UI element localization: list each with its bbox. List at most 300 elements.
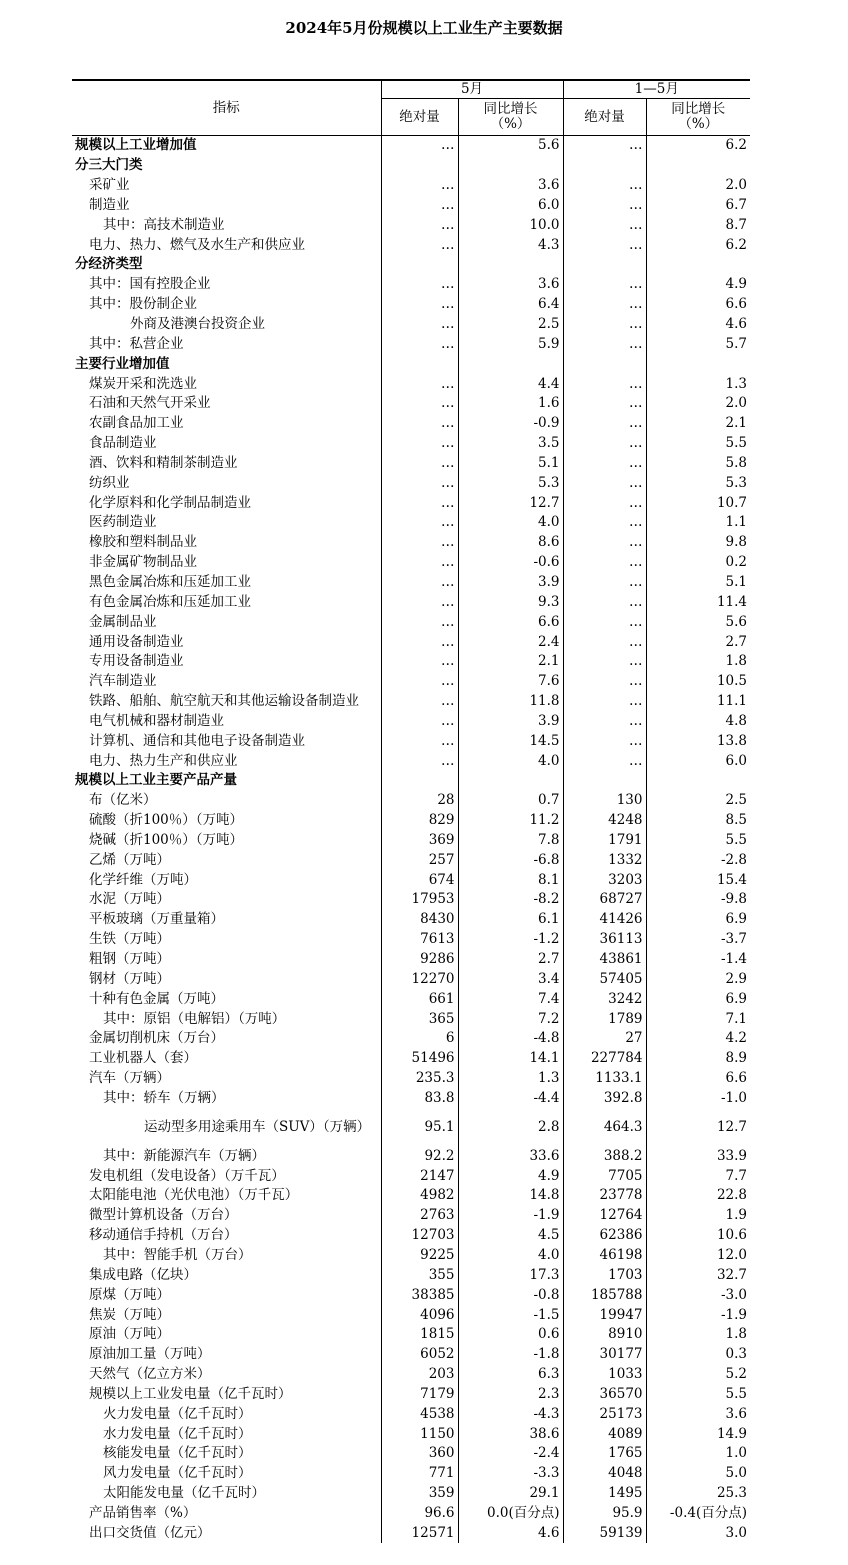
janmay-absolute: 36570 bbox=[563, 1384, 646, 1404]
may-yoy: 0.0(百分点) bbox=[458, 1504, 563, 1524]
may-absolute: … bbox=[381, 513, 458, 533]
may-yoy: 12.7 bbox=[458, 493, 563, 513]
may-yoy: -4.8 bbox=[458, 1029, 563, 1049]
may-yoy: 6.0 bbox=[458, 196, 563, 216]
janmay-yoy: 5.5 bbox=[646, 1384, 750, 1404]
table-row bbox=[72, 751, 750, 771]
may-yoy: 6.4 bbox=[458, 295, 563, 315]
indicator-label: 食品制造业 bbox=[89, 435, 157, 452]
janmay-yoy: 10.5 bbox=[646, 672, 750, 692]
may-yoy: 3.4 bbox=[458, 969, 563, 989]
table-row bbox=[72, 1504, 750, 1524]
may-yoy: 7.2 bbox=[458, 1009, 563, 1029]
may-yoy bbox=[458, 156, 563, 176]
indicator-label: 布（亿米） bbox=[89, 792, 157, 809]
table-row bbox=[72, 1365, 750, 1385]
janmay-yoy: 9.8 bbox=[646, 533, 750, 553]
janmay-absolute: 8910 bbox=[563, 1325, 646, 1345]
indicator-header: 指标 bbox=[72, 80, 381, 136]
may-yoy: 14.5 bbox=[458, 731, 563, 751]
indicator-label: 电力、热力生产和供应业 bbox=[89, 752, 238, 769]
may-absolute: 9225 bbox=[381, 1246, 458, 1266]
table-row bbox=[72, 513, 750, 533]
indicator-label: 天然气（亿立方米） bbox=[89, 1366, 211, 1383]
janmay-absolute: … bbox=[563, 612, 646, 632]
may-yoy: 4.3 bbox=[458, 235, 563, 255]
indicator-label: 其中：股份制企业 bbox=[89, 296, 197, 313]
table-row bbox=[72, 632, 750, 652]
indicator-label: 医药制造业 bbox=[89, 514, 157, 531]
may-absolute: 12703 bbox=[381, 1226, 458, 1246]
janmay-yoy bbox=[646, 354, 750, 374]
janmay-yoy: 6.2 bbox=[646, 136, 750, 156]
may-yoy: 6.6 bbox=[458, 612, 563, 632]
indicator-label: 铁路、船舶、航空航天和其他运输设备制造业 bbox=[89, 693, 359, 710]
table-row bbox=[72, 870, 750, 890]
may-absolute bbox=[381, 771, 458, 791]
janmay-yoy: 5.0 bbox=[646, 1464, 750, 1484]
janmay-absolute: … bbox=[563, 632, 646, 652]
may-yoy: 2.7 bbox=[458, 950, 563, 970]
may-absolute: … bbox=[381, 136, 458, 156]
may-yoy: 29.1 bbox=[458, 1484, 563, 1504]
janmay-absolute: … bbox=[563, 672, 646, 692]
indicator-label: 风力发电量（亿千瓦时） bbox=[103, 1465, 252, 1482]
may-absolute: … bbox=[381, 592, 458, 612]
janmay-yoy: 13.8 bbox=[646, 731, 750, 751]
janmay-yoy bbox=[646, 156, 750, 176]
may-yoy: 14.8 bbox=[458, 1186, 563, 1206]
table-row bbox=[72, 771, 750, 791]
janmay-absolute: … bbox=[563, 176, 646, 196]
janmay-absolute: 57405 bbox=[563, 969, 646, 989]
janmay-absolute: … bbox=[563, 434, 646, 454]
indicator-label: 分三大门类 bbox=[75, 157, 143, 174]
indicator-label: 乙烯（万吨） bbox=[89, 851, 170, 868]
janmay-yoy: 1.9 bbox=[646, 1206, 750, 1226]
may-absolute: … bbox=[381, 275, 458, 295]
may-absolute: 2763 bbox=[381, 1206, 458, 1226]
may-yoy: -8.2 bbox=[458, 890, 563, 910]
may-absolute: … bbox=[381, 751, 458, 771]
janmay-absolute: 59139 bbox=[563, 1523, 646, 1543]
janmay-yoy: 7.1 bbox=[646, 1009, 750, 1029]
may-yoy: 2.4 bbox=[458, 632, 563, 652]
may-yoy: 3.9 bbox=[458, 573, 563, 593]
table-row bbox=[72, 176, 750, 196]
table-row bbox=[72, 1523, 750, 1543]
may-yoy: 3.5 bbox=[458, 434, 563, 454]
janmay-yoy: 1.0 bbox=[646, 1444, 750, 1464]
janmay-yoy: -1.4 bbox=[646, 950, 750, 970]
indicator-label: 工业机器人（套） bbox=[89, 1050, 197, 1067]
indicator-label: 其中：原铝（电解铝）（万吨） bbox=[103, 1010, 286, 1027]
table-row bbox=[72, 811, 750, 831]
janmay-yoy: 32.7 bbox=[646, 1265, 750, 1285]
indicator-label: 钢材（万吨） bbox=[89, 970, 170, 987]
janmay-yoy: 5.5 bbox=[646, 434, 750, 454]
indicator-label: 产品销售率（%） bbox=[89, 1504, 197, 1521]
may-absolute: 17953 bbox=[381, 890, 458, 910]
may-absolute: … bbox=[381, 394, 458, 414]
indicator-label: 化学纤维（万吨） bbox=[89, 871, 197, 888]
may-absolute: 9286 bbox=[381, 950, 458, 970]
may-absolute: 355 bbox=[381, 1265, 458, 1285]
may-yoy: 5.1 bbox=[458, 454, 563, 474]
table-row bbox=[72, 235, 750, 255]
indicator-label: 主要行业增加值 bbox=[75, 355, 170, 372]
table-row bbox=[72, 394, 750, 414]
table-row bbox=[72, 950, 750, 970]
may-yoy: 17.3 bbox=[458, 1265, 563, 1285]
indicator-label: 规模以上工业发电量（亿千瓦时） bbox=[89, 1385, 292, 1402]
table-row bbox=[72, 989, 750, 1009]
table-row bbox=[72, 215, 750, 235]
janmay-yoy: -0.4(百分点) bbox=[646, 1504, 750, 1524]
table-row bbox=[72, 434, 750, 454]
janmay-absolute: … bbox=[563, 473, 646, 493]
table-row bbox=[72, 1345, 750, 1365]
may-yoy: 5.9 bbox=[458, 334, 563, 354]
table-row bbox=[72, 1186, 750, 1206]
indicator-label: 石油和天然气开采业 bbox=[89, 395, 211, 412]
may-absolute: … bbox=[381, 573, 458, 593]
may-absolute: 28 bbox=[381, 791, 458, 811]
janmay-yoy: 10.7 bbox=[646, 493, 750, 513]
janmay-yoy: 4.6 bbox=[646, 315, 750, 335]
may-absolute bbox=[381, 156, 458, 176]
janmay-absolute: … bbox=[563, 394, 646, 414]
may-absolute: 359 bbox=[381, 1484, 458, 1504]
indicator-label: 太阳能电池（光伏电池）（万千瓦） bbox=[89, 1187, 299, 1204]
may-absolute: … bbox=[381, 533, 458, 553]
may-yoy: 38.6 bbox=[458, 1424, 563, 1444]
janmay-yoy: 1.8 bbox=[646, 652, 750, 672]
may-absolute bbox=[381, 354, 458, 374]
janmay-absolute: 30177 bbox=[563, 1345, 646, 1365]
may-yoy: 4.5 bbox=[458, 1226, 563, 1246]
table-row bbox=[72, 156, 750, 176]
indicator-label: 其中：私营企业 bbox=[89, 335, 184, 352]
table-row bbox=[72, 354, 750, 374]
indicator-label: 硫酸（折100％）（万吨） bbox=[89, 812, 244, 829]
janmay-yoy: -2.8 bbox=[646, 850, 750, 870]
janmay-absolute: … bbox=[563, 334, 646, 354]
janmay-yoy: 2.5 bbox=[646, 791, 750, 811]
indicator-label: 原油（万吨） bbox=[89, 1326, 170, 1343]
table-row bbox=[72, 692, 750, 712]
janmay-absolute: 4048 bbox=[563, 1464, 646, 1484]
janmay-absolute: … bbox=[563, 196, 646, 216]
may-yoy: 7.6 bbox=[458, 672, 563, 692]
may-yoy: 6.1 bbox=[458, 910, 563, 930]
janmay-yoy bbox=[646, 255, 750, 275]
janmay-yoy: 15.4 bbox=[646, 870, 750, 890]
table-row bbox=[72, 672, 750, 692]
janmay-yoy: 10.6 bbox=[646, 1226, 750, 1246]
table-row bbox=[72, 1049, 750, 1069]
janmay-yoy: 4.8 bbox=[646, 711, 750, 731]
janmay-absolute: … bbox=[563, 592, 646, 612]
may-yoy: 11.8 bbox=[458, 692, 563, 712]
table-row bbox=[72, 275, 750, 295]
janmay-absolute: 4089 bbox=[563, 1424, 646, 1444]
may-absolute: 369 bbox=[381, 831, 458, 851]
indicator-label: 纺织业 bbox=[89, 474, 130, 491]
may-yoy: -2.4 bbox=[458, 1444, 563, 1464]
janmay-absolute: … bbox=[563, 711, 646, 731]
janmay-yoy: 12.7 bbox=[646, 1108, 750, 1146]
table-row bbox=[72, 1325, 750, 1345]
indicator-label: 烧碱（折100％）（万吨） bbox=[89, 831, 244, 848]
table-row bbox=[72, 711, 750, 731]
may-yoy: 4.9 bbox=[458, 1166, 563, 1186]
may-yoy: 3.6 bbox=[458, 275, 563, 295]
may-yoy: 10.0 bbox=[458, 215, 563, 235]
may-absolute: 203 bbox=[381, 1365, 458, 1385]
may-yoy: 0.7 bbox=[458, 791, 563, 811]
table-row bbox=[72, 612, 750, 632]
may-yoy: -0.6 bbox=[458, 553, 563, 573]
may-yoy: 33.6 bbox=[458, 1146, 563, 1166]
janmay-yoy: -9.8 bbox=[646, 890, 750, 910]
janmay-yoy: 14.9 bbox=[646, 1424, 750, 1444]
indicator-label: 煤炭开采和洗选业 bbox=[89, 375, 197, 392]
may-yoy: 0.6 bbox=[458, 1325, 563, 1345]
table-row bbox=[72, 1484, 750, 1504]
janmay-absolute: … bbox=[563, 533, 646, 553]
janmay-absolute: 12764 bbox=[563, 1206, 646, 1226]
may-absolute: 7179 bbox=[381, 1384, 458, 1404]
indicator-label: 制造业 bbox=[89, 196, 130, 213]
janmay-yoy: 2.7 bbox=[646, 632, 750, 652]
indicator-label: 水泥（万吨） bbox=[89, 891, 170, 908]
indicator-label: 黑色金属冶炼和压延加工业 bbox=[89, 573, 251, 590]
may-yoy: 4.0 bbox=[458, 513, 563, 533]
indicator-label: 焦炭（万吨） bbox=[89, 1306, 170, 1323]
indicator-label: 橡胶和塑料制品业 bbox=[89, 534, 197, 551]
janmay-absolute: … bbox=[563, 573, 646, 593]
janmay-absolute: … bbox=[563, 731, 646, 751]
janmay-absolute: 1332 bbox=[563, 850, 646, 870]
may-absolute: 661 bbox=[381, 989, 458, 1009]
may-absolute: … bbox=[381, 553, 458, 573]
janmay-absolute: 46198 bbox=[563, 1246, 646, 1266]
may-header: 5月 bbox=[381, 80, 563, 99]
table-row bbox=[72, 1265, 750, 1285]
may-yoy: -1.8 bbox=[458, 1345, 563, 1365]
indicator-label: 规模以上工业主要产品产量 bbox=[75, 772, 237, 789]
may-yoy: 8.1 bbox=[458, 870, 563, 890]
janmay-absolute: … bbox=[563, 751, 646, 771]
may-absolute: 12571 bbox=[381, 1523, 458, 1543]
may-yoy: 14.1 bbox=[458, 1049, 563, 1069]
may-yoy: 3.9 bbox=[458, 711, 563, 731]
janmay-absolute: 1789 bbox=[563, 1009, 646, 1029]
may-absolute: … bbox=[381, 454, 458, 474]
janmay-absolute: … bbox=[563, 275, 646, 295]
indicator-label: 移动通信手持机（万台） bbox=[89, 1227, 238, 1244]
janmay-yoy: 1.3 bbox=[646, 374, 750, 394]
table-row bbox=[72, 850, 750, 870]
may-absolute: 365 bbox=[381, 1009, 458, 1029]
may-yoy: 4.4 bbox=[458, 374, 563, 394]
janmay-yoy: 5.3 bbox=[646, 473, 750, 493]
may-absolute: 674 bbox=[381, 870, 458, 890]
indicator-label: 核能发电量（亿千瓦时） bbox=[103, 1445, 252, 1462]
may-absolute: … bbox=[381, 692, 458, 712]
may-yoy: -0.8 bbox=[458, 1285, 563, 1305]
table-row bbox=[72, 1444, 750, 1464]
janmay-yoy: 1.1 bbox=[646, 513, 750, 533]
indicator-label: 粗钢（万吨） bbox=[89, 951, 170, 968]
indicator-label: 汽车（万辆） bbox=[89, 1070, 170, 1087]
janmay-yoy: 8.5 bbox=[646, 811, 750, 831]
janmay-absolute: … bbox=[563, 454, 646, 474]
janmay-yoy: 5.5 bbox=[646, 831, 750, 851]
janmay-absolute: 43861 bbox=[563, 950, 646, 970]
may-yoy: -1.9 bbox=[458, 1206, 563, 1226]
indicator-label: 平板玻璃（万重量箱） bbox=[89, 911, 224, 928]
may-absolute: 92.2 bbox=[381, 1146, 458, 1166]
may-absolute: 51496 bbox=[381, 1049, 458, 1069]
may-absolute: 4096 bbox=[381, 1305, 458, 1325]
janmay-absolute: … bbox=[563, 513, 646, 533]
janmay-absolute bbox=[563, 156, 646, 176]
janmay-absolute: 4248 bbox=[563, 811, 646, 831]
janmay-absolute: 1495 bbox=[563, 1484, 646, 1504]
janmay-absolute: 3242 bbox=[563, 989, 646, 1009]
janmay-absolute: 36113 bbox=[563, 930, 646, 950]
janmay-abs-header: 绝对量 bbox=[563, 99, 646, 136]
table-row bbox=[72, 969, 750, 989]
janmay-yoy: 8.9 bbox=[646, 1049, 750, 1069]
table-row bbox=[72, 1226, 750, 1246]
janmay-yoy: 3.6 bbox=[646, 1404, 750, 1424]
janmay-yoy: 5.7 bbox=[646, 334, 750, 354]
janmay-absolute: 1133.1 bbox=[563, 1069, 646, 1089]
may-absolute: … bbox=[381, 315, 458, 335]
janmay-yoy: 11.4 bbox=[646, 592, 750, 612]
janmay-absolute: … bbox=[563, 652, 646, 672]
janmay-yoy: -1.0 bbox=[646, 1089, 750, 1109]
indicator-label: 通用设备制造业 bbox=[89, 633, 184, 650]
table-row bbox=[72, 573, 750, 593]
may-absolute: 829 bbox=[381, 811, 458, 831]
table-row bbox=[72, 1384, 750, 1404]
indicator-label: 专用设备制造业 bbox=[89, 653, 184, 670]
may-absolute: … bbox=[381, 473, 458, 493]
may-yoy: -4.4 bbox=[458, 1089, 563, 1109]
may-yoy: 7.8 bbox=[458, 831, 563, 851]
table-row bbox=[72, 553, 750, 573]
table-row bbox=[72, 334, 750, 354]
janmay-absolute: 227784 bbox=[563, 1049, 646, 1069]
janmay-yoy: 5.2 bbox=[646, 1365, 750, 1385]
table-row bbox=[72, 315, 750, 335]
may-yoy: 2.8 bbox=[458, 1108, 563, 1146]
table-row bbox=[72, 731, 750, 751]
janmay-absolute: 388.2 bbox=[563, 1146, 646, 1166]
may-yoy: 3.6 bbox=[458, 176, 563, 196]
janmay-yoy: -3.0 bbox=[646, 1285, 750, 1305]
janmay-absolute: … bbox=[563, 374, 646, 394]
janmay-absolute: 27 bbox=[563, 1029, 646, 1049]
may-absolute: 360 bbox=[381, 1444, 458, 1464]
indicator-label: 汽车制造业 bbox=[89, 673, 157, 690]
indicator-label: 电力、热力、燃气及水生产和供应业 bbox=[89, 236, 305, 253]
table-row bbox=[72, 652, 750, 672]
may-yoy: -4.3 bbox=[458, 1404, 563, 1424]
indicator-label: 有色金属冶炼和压延加工业 bbox=[89, 593, 251, 610]
table-row bbox=[72, 1285, 750, 1305]
indicator-label: 非金属矿物制品业 bbox=[89, 554, 197, 571]
indicator-label: 其中：新能源汽车（万辆） bbox=[103, 1147, 265, 1164]
indicator-label: 发电机组（发电设备）（万千瓦） bbox=[89, 1167, 285, 1184]
may-absolute: 2147 bbox=[381, 1166, 458, 1186]
may-absolute: 12270 bbox=[381, 969, 458, 989]
may-yoy: 1.3 bbox=[458, 1069, 563, 1089]
may-yoy: 5.3 bbox=[458, 473, 563, 493]
indicator-label: 火力发电量（亿千瓦时） bbox=[103, 1405, 252, 1422]
table-row bbox=[72, 791, 750, 811]
may-absolute: … bbox=[381, 731, 458, 751]
janmay-yoy: -1.9 bbox=[646, 1305, 750, 1325]
may-absolute: 257 bbox=[381, 850, 458, 870]
indicator-label: 农副食品加工业 bbox=[89, 415, 184, 432]
may-yoy bbox=[458, 771, 563, 791]
indicator-label: 电气机械和器材制造业 bbox=[89, 712, 224, 729]
janmay-absolute: 185788 bbox=[563, 1285, 646, 1305]
indicator-label: 运动型多用途乘用车（SUV）（万辆） bbox=[144, 1118, 371, 1135]
janmay-yoy: 6.7 bbox=[646, 196, 750, 216]
janmay-absolute: … bbox=[563, 414, 646, 434]
may-yoy bbox=[458, 354, 563, 374]
table-row bbox=[72, 930, 750, 950]
indicator-label: 十种有色金属（万吨） bbox=[89, 990, 224, 1007]
table-row bbox=[72, 592, 750, 612]
may-absolute: 4538 bbox=[381, 1404, 458, 1424]
janmay-yoy: -3.7 bbox=[646, 930, 750, 950]
indicator-label: 其中：国有控股企业 bbox=[89, 276, 211, 293]
table-row bbox=[72, 1424, 750, 1444]
may-yoy bbox=[458, 255, 563, 275]
may-absolute: … bbox=[381, 295, 458, 315]
janmay-absolute: … bbox=[563, 215, 646, 235]
janmay-absolute: 95.9 bbox=[563, 1504, 646, 1524]
janmay-absolute: … bbox=[563, 315, 646, 335]
janmay-yoy: 0.2 bbox=[646, 553, 750, 573]
may-absolute: … bbox=[381, 414, 458, 434]
table-row bbox=[72, 1069, 750, 1089]
indicator-label: 分经济类型 bbox=[75, 256, 143, 273]
janmay-yoy: 0.3 bbox=[646, 1345, 750, 1365]
indicator-label: 化学原料和化学制品制造业 bbox=[89, 494, 251, 511]
may-yoy: 2.5 bbox=[458, 315, 563, 335]
may-yoy: 4.6 bbox=[458, 1523, 563, 1543]
indicator-label: 生铁（万吨） bbox=[89, 931, 170, 948]
may-yoy: -1.5 bbox=[458, 1305, 563, 1325]
janmay-yoy: 6.6 bbox=[646, 295, 750, 315]
may-yoy: 8.6 bbox=[458, 533, 563, 553]
table-row bbox=[72, 890, 750, 910]
table-row bbox=[72, 533, 750, 553]
janmay-yoy: 6.2 bbox=[646, 235, 750, 255]
may-absolute: 95.1 bbox=[381, 1108, 458, 1146]
indicator-label: 采矿业 bbox=[89, 177, 130, 194]
may-absolute: … bbox=[381, 215, 458, 235]
may-absolute bbox=[381, 255, 458, 275]
